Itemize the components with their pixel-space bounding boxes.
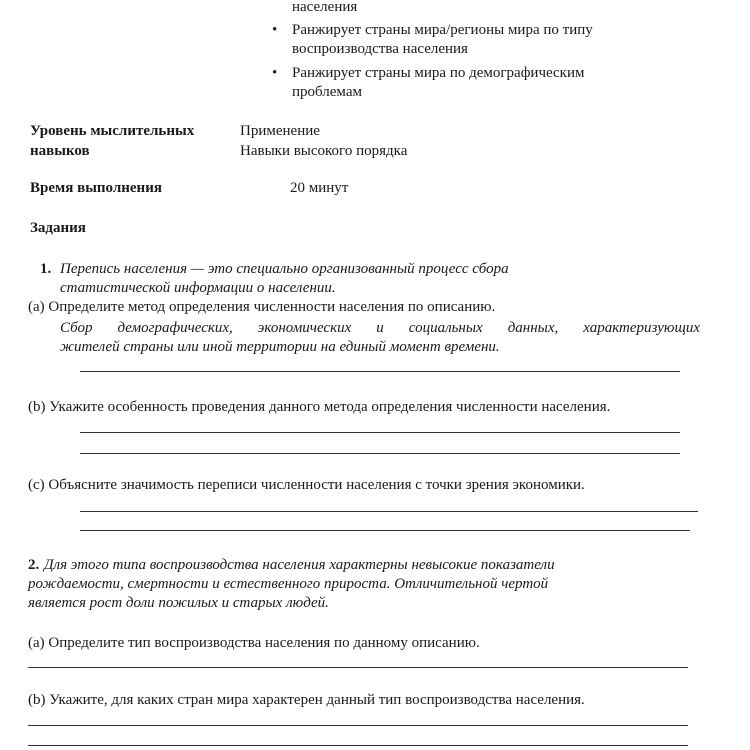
answer-line[interactable] (80, 371, 680, 372)
level-value-line2: Навыки высокого порядка (240, 143, 408, 159)
tasks-heading: Задания (30, 220, 86, 236)
bullet-item-2-line1: Ранжирует страны мира/регионы мира по типу (292, 22, 593, 38)
time-value: 20 минут (290, 180, 349, 196)
q1-a-text: (a) Определите метод определения численности населения по описанию. (28, 299, 496, 315)
time-label: Время выполнения (30, 180, 162, 196)
level-label-line2: навыков (30, 143, 90, 159)
bullet-item-2-line2: воспроизводства населения (292, 41, 468, 57)
answer-line[interactable] (28, 725, 688, 726)
q1-b-text: (b) Укажите особенность проведения данного метода определения численности населения. (28, 399, 611, 415)
q2-b-text: (b) Укажите, для каких стран мира характерен данный тип воспроизводства населения. (28, 692, 585, 708)
level-label-line1: Уровень мыслительных (30, 123, 195, 139)
q1-c-text: (c) Объясните значимость переписи численности населения с точки зрения экономики. (28, 477, 585, 493)
answer-line[interactable] (28, 745, 688, 746)
answer-line[interactable] (80, 530, 690, 531)
q2-intro-line2: рождаемости, смертности и естественного прироста. Отличительной чертой (28, 576, 549, 592)
bullet-item-3-line2: проблемам (292, 84, 362, 100)
q2-a-text: (a) Определите тип воспроизводства населения по данному описанию. (28, 635, 480, 651)
answer-line[interactable] (80, 432, 680, 433)
level-value-line1: Применение (240, 123, 320, 139)
answer-line[interactable] (80, 453, 680, 454)
q2-intro-line1: Для этого типа воспроизводства населения характерны невысокие показатели (44, 557, 555, 573)
q2-intro-line3: является рост доли пожилых и старых людей. (28, 595, 329, 611)
answer-line[interactable] (80, 511, 698, 512)
answer-line[interactable] (28, 667, 688, 668)
q1-a-desc-line2: жителей страны или иной территории на единый момент времени. (60, 339, 500, 355)
bullet-item-3-line1: Ранжирует страны мира по демографическим (292, 65, 585, 81)
bullet-item-1-tail: населения (292, 0, 358, 15)
q1-a-desc-line1: Сбор демографических, экономических и социальных данных, характеризующих (60, 320, 700, 336)
q1-intro-line1: Перепись населения — это специально организованный процесс сбора (60, 261, 509, 277)
bullet-dot-icon: • (272, 22, 278, 38)
q2-number: 2. (28, 557, 40, 573)
q1-intro-line2: статистической информации о населении. (60, 280, 336, 296)
q1-number: 1. (40, 261, 52, 277)
bullet-dot-icon: • (272, 65, 278, 81)
